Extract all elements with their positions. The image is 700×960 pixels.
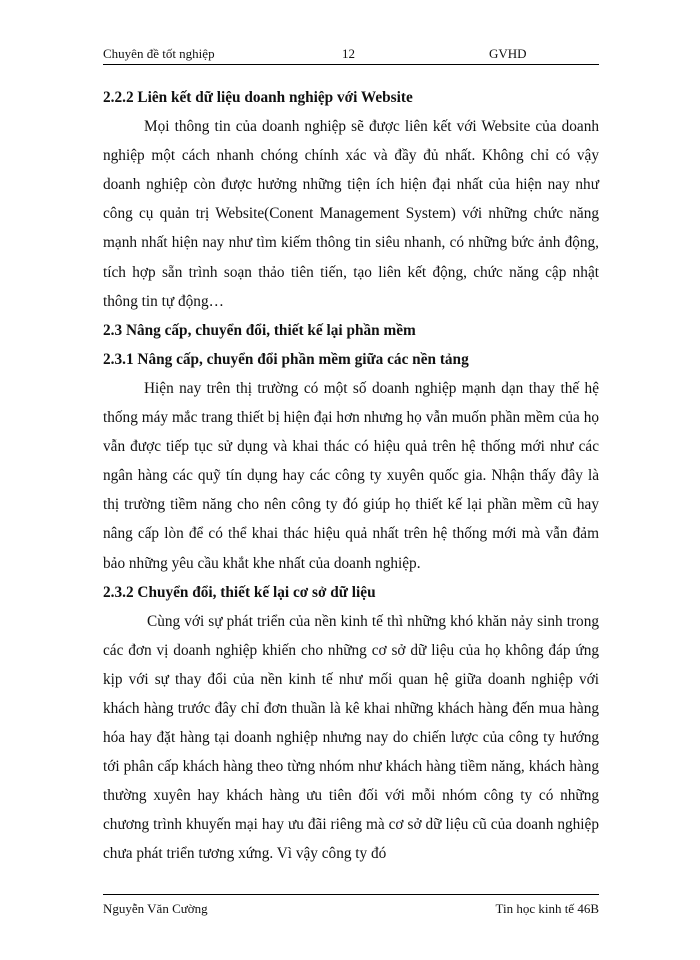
heading-2-3-1: 2.3.1 Nâng cấp, chuyển đổi phần mềm giữa các nền tảng bbox=[103, 350, 469, 368]
heading-2-3-2: 2.3.2 Chuyển đổi, thiết kế lại cơ sở dữ liệu bbox=[103, 583, 376, 601]
footer-class: Tin học kinh tế 46B bbox=[495, 901, 599, 916]
heading-2-3: 2.3 Nâng cấp, chuyển đổi, thiết kế lại phần mềm bbox=[103, 321, 416, 339]
paragraph-2-3-1: Hiện nay trên thị trường có một số doanh nghiệp mạnh dạn thay thế hệ thống máy mắc trang thiết bị hiện đại hơn nhưng họ vẫn muốn phần mềm của họ vẫn được tiếp tục sử dụng và khai thác có hiệu quả trên hệ thống mới như các ngân hàng các quỹ tín dụng hay các công ty xuyên quốc gia. Nhận thấy đây là thị trường tiềm năng cho nên công ty đó giúp họ thiết kế lại phần mềm cũ hay nâng cấp lòn để có thể khai thác hiệu quả nhất trên hệ thống mới mà vẫn đảm bảo những yêu cầu khắt khe nhất của doanh nghiệp. bbox=[103, 379, 599, 572]
header-supervisor-label: GVHD bbox=[489, 46, 527, 61]
paragraph-2-3-2: Cùng với sự phát triển của nền kinh tế thì những khó khăn nảy sinh trong các đơn vị doanh nghiệp khiến cho những cơ sở dữ liệu của họ không đáp ứng kịp với sự thay đổi của nền kinh tế như mối quan hệ giữa doanh nghiệp với khách hàng trước đây chỉ đơn thuần là kê khai những khách hàng đến mua hàng hóa hay đặt hàng tại doanh nghiệp nhưng nay do chiến lược của công ty hướng tới phân cấp khách hàng theo từng nhóm như khách hàng tiềm năng, khách hàng thường xuyên hay khách hàng ưu tiên đối với mỗi nhóm công ty có những chương trình khuyến mại hay ưu đãi riêng mà cơ sở dữ liệu cũ của doanh nghiệp chưa phát triển tương xứng. Vì vậy công ty đó bbox=[103, 612, 599, 863]
paragraph-2-2-2: Mọi thông tin của doanh nghiệp sẽ được liên kết với Website của doanh nghiệp một cách nhanh chóng chính xác và đầy đủ nhất. Không chỉ có vậy doanh nghiệp còn được hưởng những tiện ích hiện đại nhất của hiện nay như công cụ quản trị Website(Conent Management System) với những chức năng mạnh nhất hiện nay như tìm kiếm thông tin siêu nhanh, có những bức ảnh động, tích hợp sẵn trình soạn thảo tiên tiến, tạo liên kết động, chức năng cập nhật thông tin tự động… bbox=[103, 118, 599, 310]
header-page-number: 12 bbox=[342, 46, 355, 61]
document-body bbox=[103, 83, 599, 869]
header-document-title: Chuyên đề tốt nghiệp bbox=[103, 46, 215, 61]
header-divider bbox=[103, 64, 599, 65]
heading-2-2-2: 2.2.2 Liên kết dữ liệu doanh nghiệp với Website bbox=[103, 89, 413, 106]
footer-author: Nguyễn Văn Cường bbox=[103, 901, 208, 916]
page-header bbox=[103, 46, 599, 66]
footer-divider bbox=[103, 894, 599, 895]
page-footer bbox=[103, 901, 599, 921]
